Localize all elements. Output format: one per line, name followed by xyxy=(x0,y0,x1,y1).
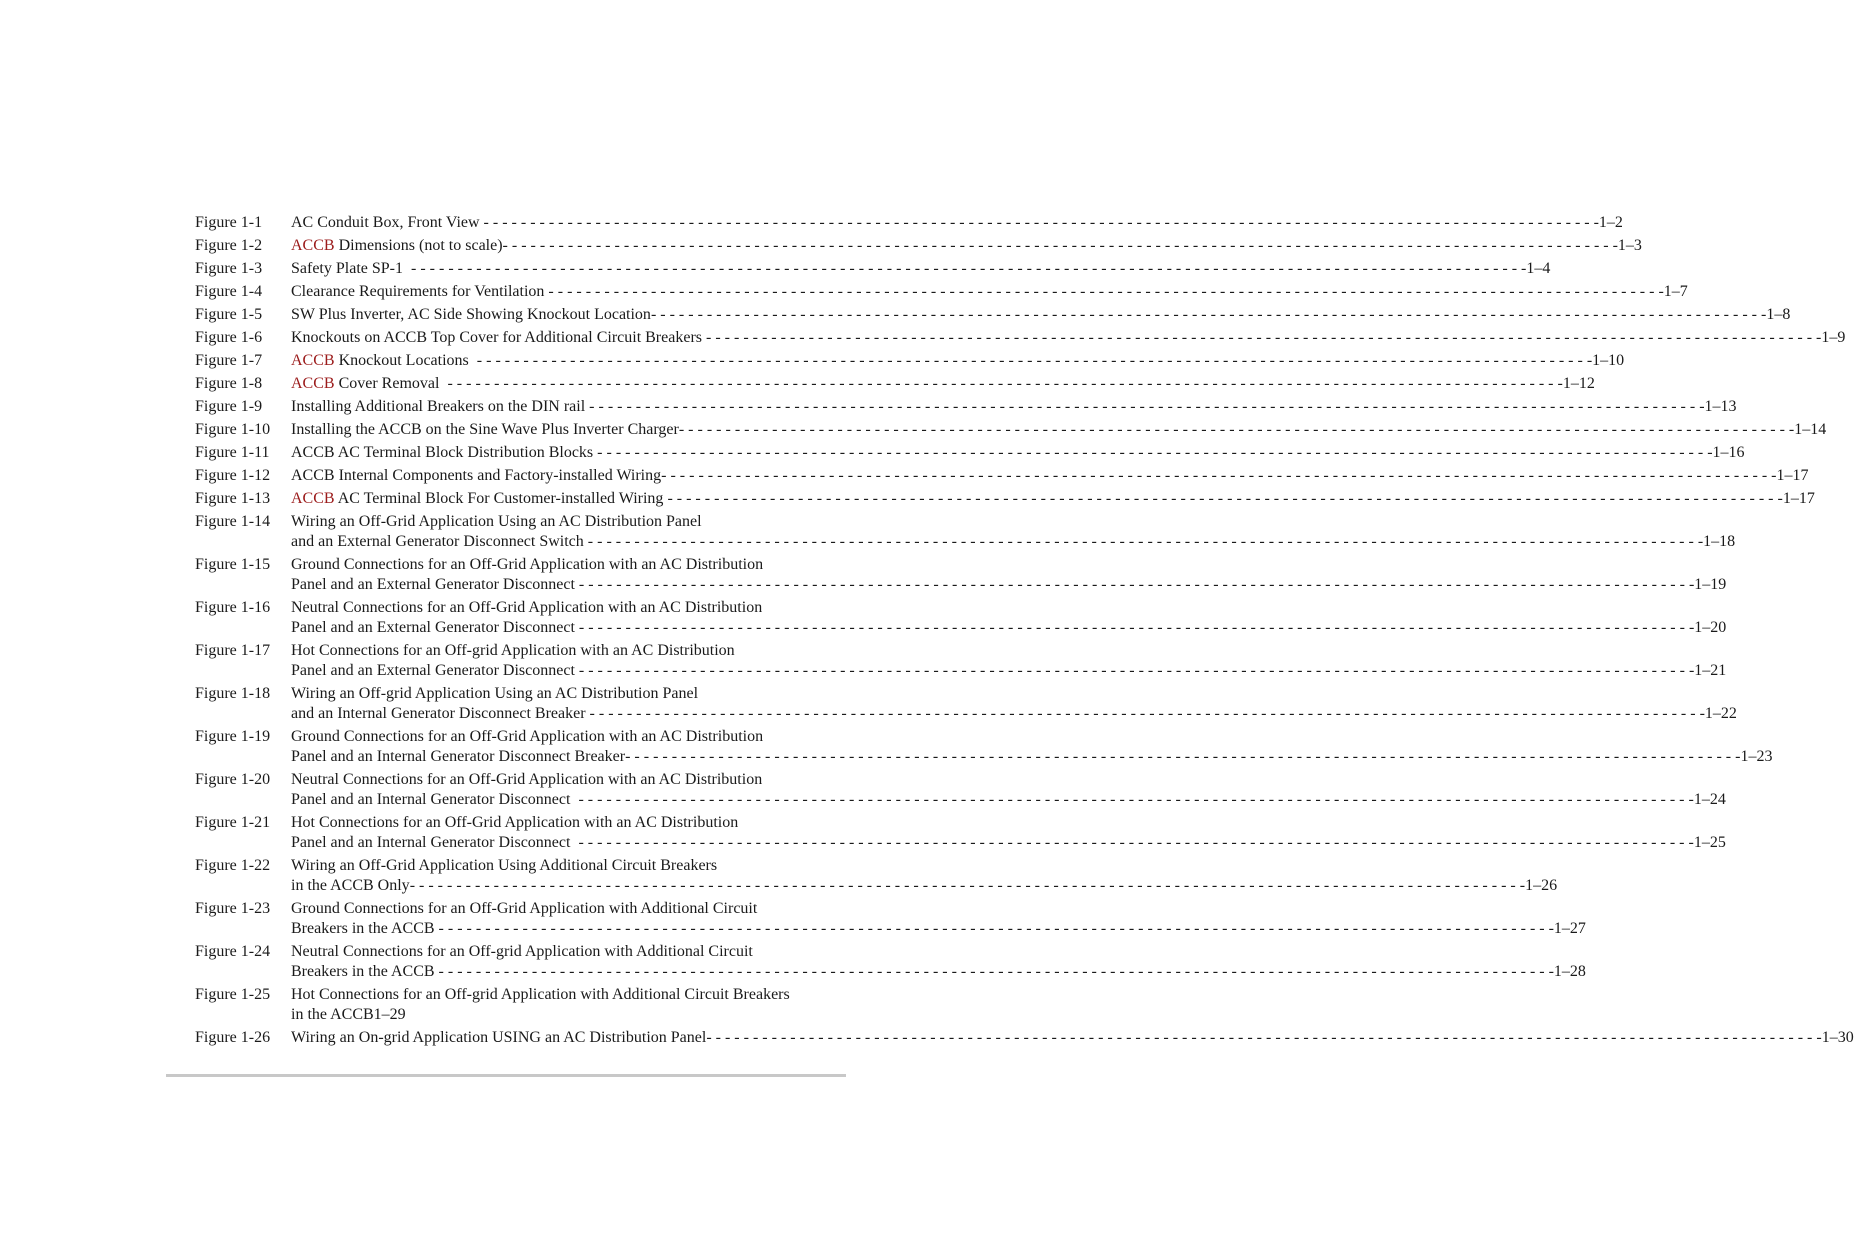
caption-text xyxy=(291,1028,706,1048)
caption-text xyxy=(291,813,738,833)
page-number[interactable]: 1–21 xyxy=(1694,662,1727,679)
caption-text xyxy=(291,259,411,279)
caption-line xyxy=(291,575,1727,595)
dot-leader: - - - - - - - - - - - - - - - - - - - - - - - - - - - - - - - - - - - - - - - - - - - - - - - - - - - - - - - - - - - - - - - - - - - - - - - - - - - - - - - - - - - - - - - - - - - - - - - - - - - - - - - - - - - - - - - - - - - - - - - - xyxy=(447,375,1563,392)
caption-text xyxy=(291,489,667,509)
caption-text xyxy=(291,305,651,325)
caption-text-segment: Dimensions (not to scale) xyxy=(334,237,503,254)
figure-entry[interactable] xyxy=(195,1028,1854,1048)
page-number[interactable]: 1–12 xyxy=(1562,375,1595,392)
figure-number: Figure 1-25 xyxy=(195,986,271,1003)
figure-caption xyxy=(291,555,1727,595)
caption-line xyxy=(291,466,1809,486)
figure-number: Figure 1-6 xyxy=(195,329,263,346)
page-number[interactable]: 1–9 xyxy=(1821,329,1846,346)
figure-number: Figure 1-9 xyxy=(195,398,263,415)
figure-entry[interactable] xyxy=(195,512,1736,552)
caption-text-segment: Knockouts on ACCB Top Cover for Additional Circuit Breakers xyxy=(291,329,706,346)
figure-entry[interactable] xyxy=(195,305,1791,325)
dot-leader: - - - - - - - - - - - - - - - - - - - - - - - - - - - - - - - - - - - - - - - - - - - - - - - - - - - - - - - - - - - - - - - - - - - - - - - - - - - - - - - - - - - - - - - - - - - - - - - - - - - - - - - - - - - - - - - - - - - - - - - - xyxy=(411,260,1527,277)
caption-text-segment: Hot Connections for an Off-Grid Application with an AC Distribution xyxy=(291,814,739,831)
figure-caption xyxy=(291,770,1726,810)
figure-caption xyxy=(291,1028,1854,1048)
figure-entry[interactable] xyxy=(195,598,1727,638)
page-number[interactable]: 1–17 xyxy=(1782,490,1815,507)
figure-entry[interactable] xyxy=(195,420,1827,440)
caption-line xyxy=(291,856,845,876)
figure-caption xyxy=(291,397,1737,417)
figure-caption xyxy=(291,512,1736,552)
figure-entry[interactable] xyxy=(195,443,1745,463)
caption-line xyxy=(291,641,845,661)
page-number[interactable]: 1–8 xyxy=(1766,306,1791,323)
page-number[interactable]: 1–7 xyxy=(1663,283,1688,300)
page-number[interactable]: 1–16 xyxy=(1712,444,1745,461)
figure-entry[interactable] xyxy=(195,489,1815,509)
figure-caption xyxy=(291,236,1642,256)
caption-line xyxy=(291,1005,845,1025)
caption-line xyxy=(291,833,1726,853)
caption-line xyxy=(291,512,845,532)
caption-line xyxy=(291,420,1827,440)
caption-text-segment: Neutral Connections for an Off-grid Application with Additional Circuit xyxy=(291,943,753,960)
dot-leader: - - - - - - - - - - - - - - - - - - - - - - - - - - - - - - - - - - - - - - - - - - - - - - - - - - - - - - - - - - - - - - - - - - - - - - - - - - - - - - - - - - - - - - - - - - - - - - - - - - - - - - - - - - - - - - - - - - - - - - - - xyxy=(661,467,1777,484)
figure-entry[interactable] xyxy=(195,374,1595,394)
caption-text-segment: Safety Plate SP-1 xyxy=(291,260,411,277)
figure-caption xyxy=(291,351,1625,371)
figure-number: Figure 1-20 xyxy=(195,771,271,788)
figure-number: Figure 1-5 xyxy=(195,306,263,323)
figure-number: Figure 1-21 xyxy=(195,814,271,831)
figure-number: Figure 1-22 xyxy=(195,857,271,874)
caption-text-segment: Wiring an Off-Grid Application Using an AC Distribution Panel xyxy=(291,513,702,530)
figure-number: Figure 1-14 xyxy=(195,513,271,530)
caption-line xyxy=(291,555,845,575)
caption-text-segment: in the ACCB1–29 xyxy=(291,1006,406,1023)
figure-caption xyxy=(291,259,1551,279)
figure-caption xyxy=(291,443,1745,463)
caption-text-segment: Ground Connections for an Off-Grid Application with Additional Circuit xyxy=(291,900,758,917)
figure-number: Figure 1-4 xyxy=(195,283,263,300)
caption-text-segment: ACCB Internal Components and Factory-installed Wiring xyxy=(291,467,662,484)
dot-leader: - - - - - - - - - - - - - - - - - - - - - - - - - - - - - - - - - - - - - - - - - - - - - - - - - - - - - - - - - - - - - - - - - - - - - - - - - - - - - - - - - - - - - - - - - - - - - - - - - - - - - - - - - - - - - - - - - - - - - - - - xyxy=(476,352,1593,369)
caption-text xyxy=(291,770,762,790)
product-name-highlight: ACCB xyxy=(291,490,335,507)
caption-text xyxy=(291,833,578,853)
page-number[interactable]: 1–24 xyxy=(1693,791,1726,808)
caption-text xyxy=(291,575,579,595)
figure-caption xyxy=(291,813,1726,853)
caption-text-segment: Wiring an Off-grid Application Using an AC Distribution Panel xyxy=(291,685,699,702)
figure-caption xyxy=(291,641,1727,681)
dot-leader: - - - - - - - - - - - - - - - - - - - - - - - - - - - - - - - - - - - - - - - - - - - - - - - - - - - - - - - - - - - - - - - - - - - - - - - - - - - - - - - - - - - - - - - - - - - - - - - - - - - - - - - - - - - - - - - - - - - - - - - - xyxy=(578,662,1695,679)
caption-line xyxy=(291,443,1745,463)
page-number[interactable]: 1–27 xyxy=(1553,920,1586,937)
figure-number: Figure 1-13 xyxy=(195,490,271,507)
caption-text xyxy=(291,443,597,463)
caption-text xyxy=(291,555,763,575)
caption-line xyxy=(291,213,1623,233)
dot-leader: - - - - - - - - - - - - - - - - - - - - - - - - - - - - - - - - - - - - - - - - - - - - - - - - - - - - - - - - - - - - - - - - - - - - - - - - - - - - - - - - - - - - - - - - - - - - - - - - - - - - - - - - - - - - - - - - - - - - - - - - xyxy=(667,490,1783,507)
dot-leader: - - - - - - - - - - - - - - - - - - - - - - - - - - - - - - - - - - - - - - - - - - - - - - - - - - - - - - - - - - - - - - - - - - - - - - - - - - - - - - - - - - - - - - - - - - - - - - - - - - - - - - - - - - - - - - - - - - - - - - - - xyxy=(589,398,1705,415)
caption-line xyxy=(291,532,1736,552)
dot-leader: - - - - - - - - - - - - - - - - - - - - - - - - - - - - - - - - - - - - - - - - - - - - - - - - - - - - - - - - - - - - - - - - - - - - - - - - - - - - - - - - - - - - - - - - - - - - - - - - - - - - - - - - - - - - - - - - - - - - - - - - xyxy=(706,329,1822,346)
product-name-highlight: ACCB xyxy=(291,352,335,369)
figure-entry[interactable] xyxy=(195,328,1846,348)
dot-leader: - - - - - - - - - - - - - - - - - - - - - - - - - - - - - - - - - - - - - - - - - - - - - - - - - - - - - - - - - - - - - - - - - - - - - - - - - - - - - - - - - - - - - - - - - - - - - - - - - - - - - - - - - - - - - - - - - - - - - - - - xyxy=(625,748,1741,765)
dot-leader: - - - - - - - - - - - - - - - - - - - - - - - - - - - - - - - - - - - - - - - - - - - - - - - - - - - - - - - - - - - - - - - - - - - - - - - - - - - - - - - - - - - - - - - - - - - - - - - - - - - - - - - - - - - - - - - - - - - - - - - - xyxy=(548,283,1664,300)
figure-number: Figure 1-24 xyxy=(195,943,271,960)
page-number[interactable]: 1–10 xyxy=(1592,352,1625,369)
figure-number: Figure 1-8 xyxy=(195,375,263,392)
figure-number: Figure 1-2 xyxy=(195,237,263,254)
caption-text-segment: Wiring an On-grid Application USING an AC Distribution Panel xyxy=(291,1029,707,1046)
caption-text xyxy=(291,282,548,302)
figure-entry[interactable] xyxy=(195,727,1773,767)
figure-caption xyxy=(291,282,1688,302)
figure-number: Figure 1-23 xyxy=(195,900,271,917)
caption-line xyxy=(291,489,1815,509)
figure-entry[interactable] xyxy=(195,684,1737,724)
figure-entry[interactable] xyxy=(195,942,1586,982)
caption-text xyxy=(291,641,735,661)
caption-text-segment: Breakers in the ACCB xyxy=(291,920,439,937)
caption-text xyxy=(291,532,588,552)
figure-number: Figure 1-19 xyxy=(195,728,271,745)
caption-line xyxy=(291,305,1791,325)
figure-caption xyxy=(291,942,1586,982)
caption-text-segment: SW Plus Inverter, AC Side Showing Knockout Location xyxy=(291,306,651,323)
dot-leader: - - - - - - - - - - - - - - - - - - - - - - - - - - - - - - - - - - - - - - - - - - - - - - - - - - - - - - - - - - - - - - - - - - - - - - - - - - - - - - - - - - - - - - - - - - - - - - - - - - - - - - - - - - - - - - - - - - - - - - - - xyxy=(597,444,1713,461)
caption-text-segment: Installing Additional Breakers on the DIN rail xyxy=(291,398,590,415)
page-number[interactable]: 1–3 xyxy=(1617,237,1642,254)
caption-text-segment: Hot Connections for an Off-grid Application with an AC Distribution xyxy=(291,642,735,659)
figure-caption xyxy=(291,598,1727,638)
list-of-figures xyxy=(195,213,1854,1051)
caption-text-segment: and an Internal Generator Disconnect Breaker xyxy=(291,705,590,722)
caption-text xyxy=(291,962,439,982)
figure-number: Figure 1-1 xyxy=(195,214,263,231)
page-number[interactable]: 1–14 xyxy=(1794,421,1827,438)
figure-number: Figure 1-26 xyxy=(195,1029,271,1046)
caption-line xyxy=(291,374,1595,394)
caption-text xyxy=(291,876,410,896)
figure-caption xyxy=(291,684,1737,724)
caption-line xyxy=(291,813,845,833)
caption-line xyxy=(291,876,1558,896)
caption-text-segment: Panel and an Internal Generator Disconnect Breaker xyxy=(291,748,626,765)
page-number[interactable]: 1–19 xyxy=(1694,576,1727,593)
caption-line xyxy=(291,618,1727,638)
dot-leader: - - - - - - - - - - - - - - - - - - - - - - - - - - - - - - - - - - - - - - - - - - - - - - - - - - - - - - - - - - - - - - - - - - - - - - - - - - - - - - - - - - - - - - - - - - - - - - - - - - - - - - - - - - - - - - - - - - - - - - - - xyxy=(589,705,1705,722)
caption-text-segment: Panel and an External Generator Disconnect xyxy=(291,662,579,679)
dot-leader: - - - - - - - - - - - - - - - - - - - - - - - - - - - - - - - - - - - - - - - - - - - - - - - - - - - - - - - - - - - - - - - - - - - - - - - - - - - - - - - - - - - - - - - - - - - - - - - - - - - - - - - - - - - - - - - - - - - - - - - - xyxy=(578,576,1695,593)
caption-text-segment: Wiring an Off-Grid Application Using Additional Circuit Breakers xyxy=(291,857,718,874)
figure-number: Figure 1-17 xyxy=(195,642,271,659)
caption-text-segment: and an External Generator Disconnect Switch xyxy=(291,533,588,550)
figure-entry[interactable] xyxy=(195,856,1558,896)
figure-number: Figure 1-11 xyxy=(195,444,270,461)
caption-text xyxy=(291,684,698,704)
caption-text xyxy=(291,374,447,394)
product-name-highlight: ACCB xyxy=(291,375,335,392)
caption-text-segment: in the ACCB Only xyxy=(291,877,410,894)
figure-entry[interactable] xyxy=(195,985,845,1025)
page-number[interactable]: 1–26 xyxy=(1525,877,1558,894)
dot-leader: - - - - - - - - - - - - - - - - - - - - - - - - - - - - - - - - - - - - - - - - - - - - - - - - - - - - - - - - - - - - - - - - - - - - - - - - - - - - - - - - - - - - - - - - - - - - - - - - - - - - - - - - - - - - - - - - - - - - - - - - xyxy=(502,237,1618,254)
caption-line xyxy=(291,328,1846,348)
figure-number: Figure 1-3 xyxy=(195,260,263,277)
dot-leader: - - - - - - - - - - - - - - - - - - - - - - - - - - - - - - - - - - - - - - - - - - - - - - - - - - - - - - - - - - - - - - - - - - - - - - - - - - - - - - - - - - - - - - - - - - - - - - - - - - - - - - - - - - - - - - - - - - - - - - - - xyxy=(650,306,1767,323)
caption-text-segment: Knockout Locations xyxy=(334,352,477,369)
caption-text-segment: Panel and an Internal Generator Disconnect xyxy=(291,791,579,808)
caption-line xyxy=(291,942,845,962)
figure-number: Figure 1-15 xyxy=(195,556,271,573)
caption-line xyxy=(291,236,1642,256)
caption-text-segment: Neutral Connections for an Off-Grid Application with an AC Distribution xyxy=(291,599,763,616)
page-number[interactable]: 1–25 xyxy=(1693,834,1726,851)
figure-entry[interactable] xyxy=(195,259,1551,279)
caption-text xyxy=(291,397,589,417)
caption-line xyxy=(291,282,1688,302)
dot-leader: - - - - - - - - - - - - - - - - - - - - - - - - - - - - - - - - - - - - - - - - - - - - - - - - - - - - - - - - - - - - - - - - - - - - - - - - - - - - - - - - - - - - - - - - - - - - - - - - - - - - - - - - - - - - - - - - - - - - - - - - xyxy=(578,619,1695,636)
caption-line xyxy=(291,1028,1854,1048)
caption-line xyxy=(291,351,1625,371)
figure-entry[interactable] xyxy=(195,770,1726,810)
caption-text xyxy=(291,1005,406,1025)
caption-text xyxy=(291,351,477,371)
figure-entry[interactable] xyxy=(195,236,1642,256)
caption-text-segment: ACCB AC Terminal Block Distribution Blocks xyxy=(291,444,598,461)
product-name-highlight: ACCB xyxy=(291,237,335,254)
figure-entry[interactable] xyxy=(195,282,1688,302)
figure-caption xyxy=(291,856,1558,896)
caption-line xyxy=(291,962,1586,982)
figure-caption xyxy=(291,899,1586,939)
page-number[interactable]: 1–28 xyxy=(1553,963,1586,980)
caption-line xyxy=(291,598,845,618)
caption-text-segment: Ground Connections for an Off-Grid Application with an AC Distribution xyxy=(291,556,764,573)
figure-number: Figure 1-7 xyxy=(195,352,263,369)
caption-line xyxy=(291,704,1737,724)
caption-line xyxy=(291,790,1726,810)
figure-number: Figure 1-12 xyxy=(195,467,271,484)
caption-text xyxy=(291,747,625,767)
page-number[interactable]: 1–20 xyxy=(1694,619,1727,636)
page-number[interactable]: 1–18 xyxy=(1703,533,1736,550)
caption-text-segment: Clearance Requirements for Ventilation xyxy=(291,283,549,300)
caption-line xyxy=(291,985,845,1005)
caption-line xyxy=(291,919,1586,939)
caption-text xyxy=(291,420,679,440)
caption-text xyxy=(291,213,484,233)
caption-text-segment: Breakers in the ACCB xyxy=(291,963,439,980)
caption-text-segment: Panel and an Internal Generator Disconnect xyxy=(291,834,579,851)
caption-line xyxy=(291,727,845,747)
page-number[interactable]: 1–23 xyxy=(1740,748,1773,765)
caption-text xyxy=(291,899,757,919)
page-number[interactable]: 1–30 xyxy=(1821,1029,1854,1046)
figure-number: Figure 1-18 xyxy=(195,685,271,702)
footer-rule xyxy=(166,1074,846,1077)
caption-text-segment: Installing the ACCB on the Sine Wave Plus Inverter Charger xyxy=(291,421,679,438)
page-number[interactable]: 1–4 xyxy=(1526,260,1551,277)
figure-entry[interactable] xyxy=(195,555,1727,595)
figure-entry[interactable] xyxy=(195,466,1809,486)
caption-text xyxy=(291,704,590,724)
caption-text xyxy=(291,985,790,1005)
figure-entry[interactable] xyxy=(195,213,1623,233)
caption-text-segment: Neutral Connections for an Off-Grid Application with an AC Distribution xyxy=(291,771,763,788)
dot-leader: - - - - - - - - - - - - - - - - - - - - - - - - - - - - - - - - - - - - - - - - - - - - - - - - - - - - - - - - - - - - - - - - - - - - - - - - - - - - - - - - - - - - - - - - - - - - - - - - - - - - - - - - - - - - - - - - - - - - - - - - xyxy=(483,214,1599,231)
figure-caption xyxy=(291,466,1809,486)
caption-line xyxy=(291,899,845,919)
figure-entry[interactable] xyxy=(195,351,1625,371)
caption-line xyxy=(291,661,1727,681)
page-number[interactable]: 1–17 xyxy=(1776,467,1809,484)
dot-leader: - - - - - - - - - - - - - - - - - - - - - - - - - - - - - - - - - - - - - - - - - - - - - - - - - - - - - - - - - - - - - - - - - - - - - - - - - - - - - - - - - - - - - - - - - - - - - - - - - - - - - - - - - - - - - - - - - - - - - - - - xyxy=(578,834,1694,851)
figure-caption xyxy=(291,985,845,1025)
caption-line xyxy=(291,770,845,790)
figure-caption xyxy=(291,727,1773,767)
figure-number: Figure 1-10 xyxy=(195,421,271,438)
figure-caption xyxy=(291,213,1623,233)
caption-text-segment: AC Terminal Block For Customer-installed Wiring xyxy=(334,490,668,507)
figure-caption xyxy=(291,374,1595,394)
dot-leader: - - - - - - - - - - - - - - - - - - - - - - - - - - - - - - - - - - - - - - - - - - - - - - - - - - - - - - - - - - - - - - - - - - - - - - - - - - - - - - - - - - - - - - - - - - - - - - - - - - - - - - - - - - - - - - - - - - - - - - - - xyxy=(409,877,1526,894)
dot-leader: - - - - - - - - - - - - - - - - - - - - - - - - - - - - - - - - - - - - - - - - - - - - - - - - - - - - - - - - - - - - - - - - - - - - - - - - - - - - - - - - - - - - - - - - - - - - - - - - - - - - - - - - - - - - - - - - - - - - - - - - xyxy=(678,421,1795,438)
figure-caption xyxy=(291,305,1791,325)
caption-text xyxy=(291,328,706,348)
caption-text xyxy=(291,856,717,876)
caption-line xyxy=(291,684,845,704)
caption-text xyxy=(291,512,702,532)
figure-caption xyxy=(291,328,1846,348)
caption-text-segment: AC Conduit Box, Front View xyxy=(291,214,484,231)
figure-caption xyxy=(291,420,1827,440)
page-number[interactable]: 1–13 xyxy=(1704,398,1737,415)
caption-text xyxy=(291,236,503,256)
caption-text-segment: Panel and an External Generator Disconnect xyxy=(291,576,579,593)
dot-leader: - - - - - - - - - - - - - - - - - - - - - - - - - - - - - - - - - - - - - - - - - - - - - - - - - - - - - - - - - - - - - - - - - - - - - - - - - - - - - - - - - - - - - - - - - - - - - - - - - - - - - - - - - - - - - - - - - - - - - - - - xyxy=(706,1029,1822,1046)
page-number[interactable]: 1–2 xyxy=(1598,214,1623,231)
dot-leader: - - - - - - - - - - - - - - - - - - - - - - - - - - - - - - - - - - - - - - - - - - - - - - - - - - - - - - - - - - - - - - - - - - - - - - - - - - - - - - - - - - - - - - - - - - - - - - - - - - - - - - - - - - - - - - - - - - - - - - - - xyxy=(578,791,1694,808)
figure-number: Figure 1-16 xyxy=(195,599,271,616)
caption-text xyxy=(291,661,579,681)
page-number[interactable]: 1–22 xyxy=(1704,705,1737,722)
caption-line xyxy=(291,747,1773,767)
caption-text-segment: Cover Removal xyxy=(334,375,448,392)
dot-leader: - - - - - - - - - - - - - - - - - - - - - - - - - - - - - - - - - - - - - - - - - - - - - - - - - - - - - - - - - - - - - - - - - - - - - - - - - - - - - - - - - - - - - - - - - - - - - - - - - - - - - - - - - - - - - - - - - - - - - - - - xyxy=(438,920,1554,937)
caption-text xyxy=(291,466,661,486)
caption-line xyxy=(291,259,1551,279)
caption-line xyxy=(291,397,1737,417)
figure-entry[interactable] xyxy=(195,641,1727,681)
caption-text-segment: Ground Connections for an Off-Grid Application with an AC Distribution xyxy=(291,728,764,745)
dot-leader: - - - - - - - - - - - - - - - - - - - - - - - - - - - - - - - - - - - - - - - - - - - - - - - - - - - - - - - - - - - - - - - - - - - - - - - - - - - - - - - - - - - - - - - - - - - - - - - - - - - - - - - - - - - - - - - - - - - - - - - - xyxy=(438,963,1554,980)
caption-text xyxy=(291,942,753,962)
caption-text xyxy=(291,727,763,747)
caption-text xyxy=(291,618,579,638)
caption-text-segment: Panel and an External Generator Disconnect xyxy=(291,619,579,636)
figure-caption xyxy=(291,489,1815,509)
dot-leader: - - - - - - - - - - - - - - - - - - - - - - - - - - - - - - - - - - - - - - - - - - - - - - - - - - - - - - - - - - - - - - - - - - - - - - - - - - - - - - - - - - - - - - - - - - - - - - - - - - - - - - - - - - - - - - - - - - - - - - - - xyxy=(587,533,1704,550)
figure-entry[interactable] xyxy=(195,397,1737,417)
figure-entry[interactable] xyxy=(195,899,1586,939)
caption-text xyxy=(291,919,439,939)
caption-text xyxy=(291,790,578,810)
caption-text xyxy=(291,598,762,618)
figure-entry[interactable] xyxy=(195,813,1726,853)
caption-text-segment: Hot Connections for an Off-grid Application with Additional Circuit Breakers xyxy=(291,986,790,1003)
